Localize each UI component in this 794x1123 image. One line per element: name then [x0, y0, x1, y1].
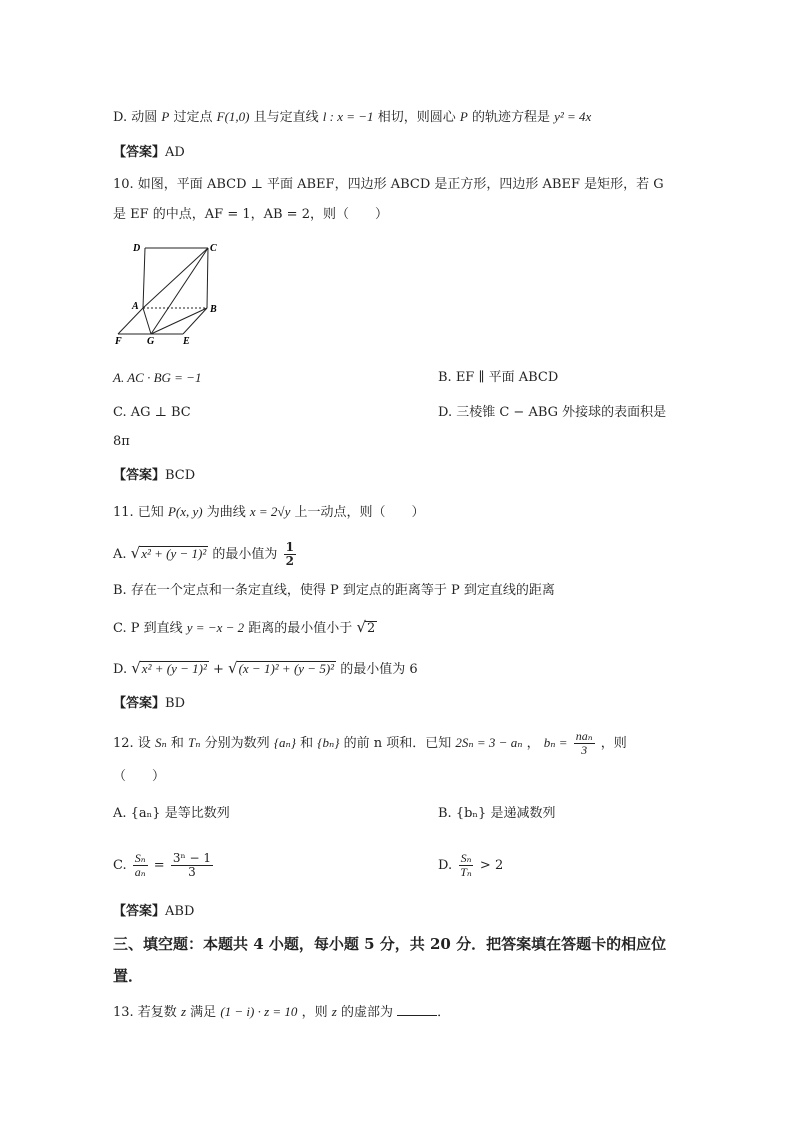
q10-stem-line1: 10. 如图，平面 ABCD ⊥ 平面 ABEF，四边形 ABCD 是正方形，四边形 ABEF 是矩形，若 G — [113, 177, 664, 192]
math-tn: Tₙ — [188, 735, 201, 750]
section-heading-line1: 三、填空题：本题共 4 小题，每小题 5 分，共 20 分．把答案填在答题卡的相应位 — [113, 935, 667, 953]
text: 11. 已知 — [113, 505, 164, 520]
math-equation: 2Sₙ = 3 − aₙ — [455, 735, 523, 750]
math-sn: Sₙ — [154, 735, 167, 750]
q12-option-b: B. {bₙ} 是递减数列 — [438, 806, 556, 821]
text: 为曲线 — [206, 505, 246, 520]
q10-option-a: A. AC · BG = −1 — [113, 370, 202, 385]
numerator: 1 — [285, 540, 294, 555]
text: 上一动点，则（ ） — [294, 505, 425, 520]
numerator: Sₙ — [134, 851, 146, 866]
answer-value: BD — [165, 696, 185, 711]
answer-10 — [113, 466, 195, 486]
fig-label-d: D — [133, 243, 141, 254]
math-point: P(x, y) — [167, 504, 203, 519]
text: 过定点 — [173, 110, 213, 125]
math-curve: x = 2√y — [249, 504, 291, 519]
q10-figure — [113, 238, 223, 348]
text: 的最小值为 — [212, 547, 278, 562]
q11-stem — [113, 502, 425, 523]
math-radicand: (x − 1)² + (y − 5)² — [238, 661, 335, 676]
text: 和 — [170, 736, 184, 751]
answer-blank[interactable] — [397, 1003, 437, 1016]
answer-9 — [113, 143, 185, 163]
math-line: y = −x − 2 — [186, 620, 245, 635]
option-label: D. — [113, 110, 128, 125]
denominator: aₙ — [134, 865, 146, 879]
text: 的虚部为 — [340, 1005, 393, 1020]
denominator: 3 — [581, 743, 588, 757]
denominator: 2 — [285, 554, 294, 568]
math-equation: y² = 4x — [554, 109, 592, 124]
text: ，则 — [301, 1005, 328, 1020]
math-seq-b: {bₙ} — [317, 735, 340, 750]
q11-option-a — [113, 540, 298, 568]
text: 满足 — [190, 1005, 217, 1020]
fraction — [574, 730, 595, 756]
text: 距离的最小值小于 — [248, 621, 353, 636]
denominator: 3 — [188, 865, 196, 879]
math-equation: (1 − i) · z = 10 — [220, 1004, 298, 1019]
sqrt-icon: √ — [130, 544, 141, 562]
sqrt-icon: √ — [228, 659, 238, 677]
fig-label-a: A — [132, 301, 139, 312]
math-z: z — [180, 1004, 187, 1019]
q10-option-b: B. EF ∥ 平面 ABCD — [438, 370, 559, 385]
option-label: C. — [113, 858, 127, 873]
sqrt-icon: √ — [356, 618, 366, 636]
answer-12 — [113, 902, 194, 922]
text: ，则 — [600, 736, 627, 751]
fraction — [133, 852, 148, 878]
math-seq-a: {aₙ} — [273, 735, 296, 750]
numerator: naₙ — [575, 729, 593, 744]
q11-option-d: D. √x² + (y − 1)² + √(x − 1)² + (y − 5)² 的最小值为 6 — [113, 659, 418, 677]
q9-option-d — [113, 107, 591, 128]
math-equation: bₙ = — [543, 735, 568, 750]
text: 相切，则圆心 — [377, 110, 456, 125]
answer-tag: 【答案】 — [113, 696, 166, 711]
q10-option-d: D. 三棱锥 C − ABG 外接球的表面积是 — [438, 405, 667, 420]
fraction — [284, 541, 296, 567]
fig-label-g: G — [147, 336, 155, 347]
q12-stem-line2: （ ） — [113, 769, 166, 784]
text: 的前 n 项和．已知 — [343, 736, 452, 751]
inequality: > 2 — [479, 858, 504, 873]
option-label: D. — [113, 662, 128, 677]
q10-option-d-cont: 8π — [113, 434, 130, 449]
fig-label-f: F — [115, 336, 122, 347]
q11-option-c — [113, 617, 377, 639]
fig-label-c: C — [210, 243, 217, 254]
q12-stem-line1 — [113, 730, 627, 757]
section-heading-line2: 置． — [113, 967, 144, 985]
text: C. P 到直线 — [113, 621, 183, 636]
q11-option-b: B. 存在一个定点和一条定直线，使得 P 到定点的距离等于 P 到定直线的距离 — [113, 583, 555, 598]
denominator: Tₙ — [460, 865, 472, 879]
option-label: D. — [438, 858, 453, 873]
equals: = — [153, 858, 165, 873]
q12-option-c — [113, 846, 215, 886]
q12-option-a: A. {aₙ} 是等比数列 — [113, 806, 230, 821]
text: 的最小值为 6 — [340, 662, 418, 677]
answer-tag: 【答案】 — [113, 468, 166, 483]
sqrt-icon: √ — [131, 659, 141, 677]
q10-option-c: C. AG ⊥ BC — [113, 405, 191, 420]
math-point-f: F(1,0) — [216, 109, 250, 124]
answer-value: BCD — [165, 468, 196, 483]
numerator: Sₙ — [460, 851, 472, 866]
text: ， — [526, 736, 540, 751]
numerator: 3ⁿ − 1 — [172, 851, 211, 866]
text: 13. 若复数 — [113, 1005, 177, 1020]
text: 且与定直线 — [253, 110, 319, 125]
math-p: P — [161, 109, 170, 124]
answer-tag: 【答案】 — [113, 145, 166, 160]
fig-label-e: E — [183, 336, 190, 347]
fig-label-b: B — [210, 304, 217, 315]
math-radicand: x² + (y − 1)² — [141, 661, 207, 676]
text: 和 — [300, 736, 314, 751]
math-radicand: 2 — [367, 621, 376, 636]
text: 分别为数列 — [204, 736, 270, 751]
math-z: z — [331, 1004, 337, 1019]
option-label: A. — [113, 547, 127, 562]
text: 12. 设 — [113, 736, 151, 751]
answer-value: ABD — [165, 904, 195, 919]
fraction — [171, 852, 213, 878]
answer-11 — [113, 694, 185, 714]
answer-tag: 【答案】 — [113, 904, 166, 919]
q10-stem-line2: 是 EF 的中点，AF = 1，AB = 2，则（ ） — [113, 207, 388, 222]
q13-stem — [113, 1002, 450, 1023]
q12-option-d — [438, 846, 503, 886]
answer-value: AD — [165, 145, 185, 160]
text: 的轨迹方程是 — [471, 110, 550, 125]
text: 动圆 — [131, 110, 158, 125]
math-p: P — [459, 109, 468, 124]
math-line-l: l : x = −1 — [322, 109, 374, 124]
text: ． — [437, 1005, 451, 1020]
math-radicand: x² + (y − 1)² — [141, 546, 207, 561]
fraction — [458, 852, 474, 878]
